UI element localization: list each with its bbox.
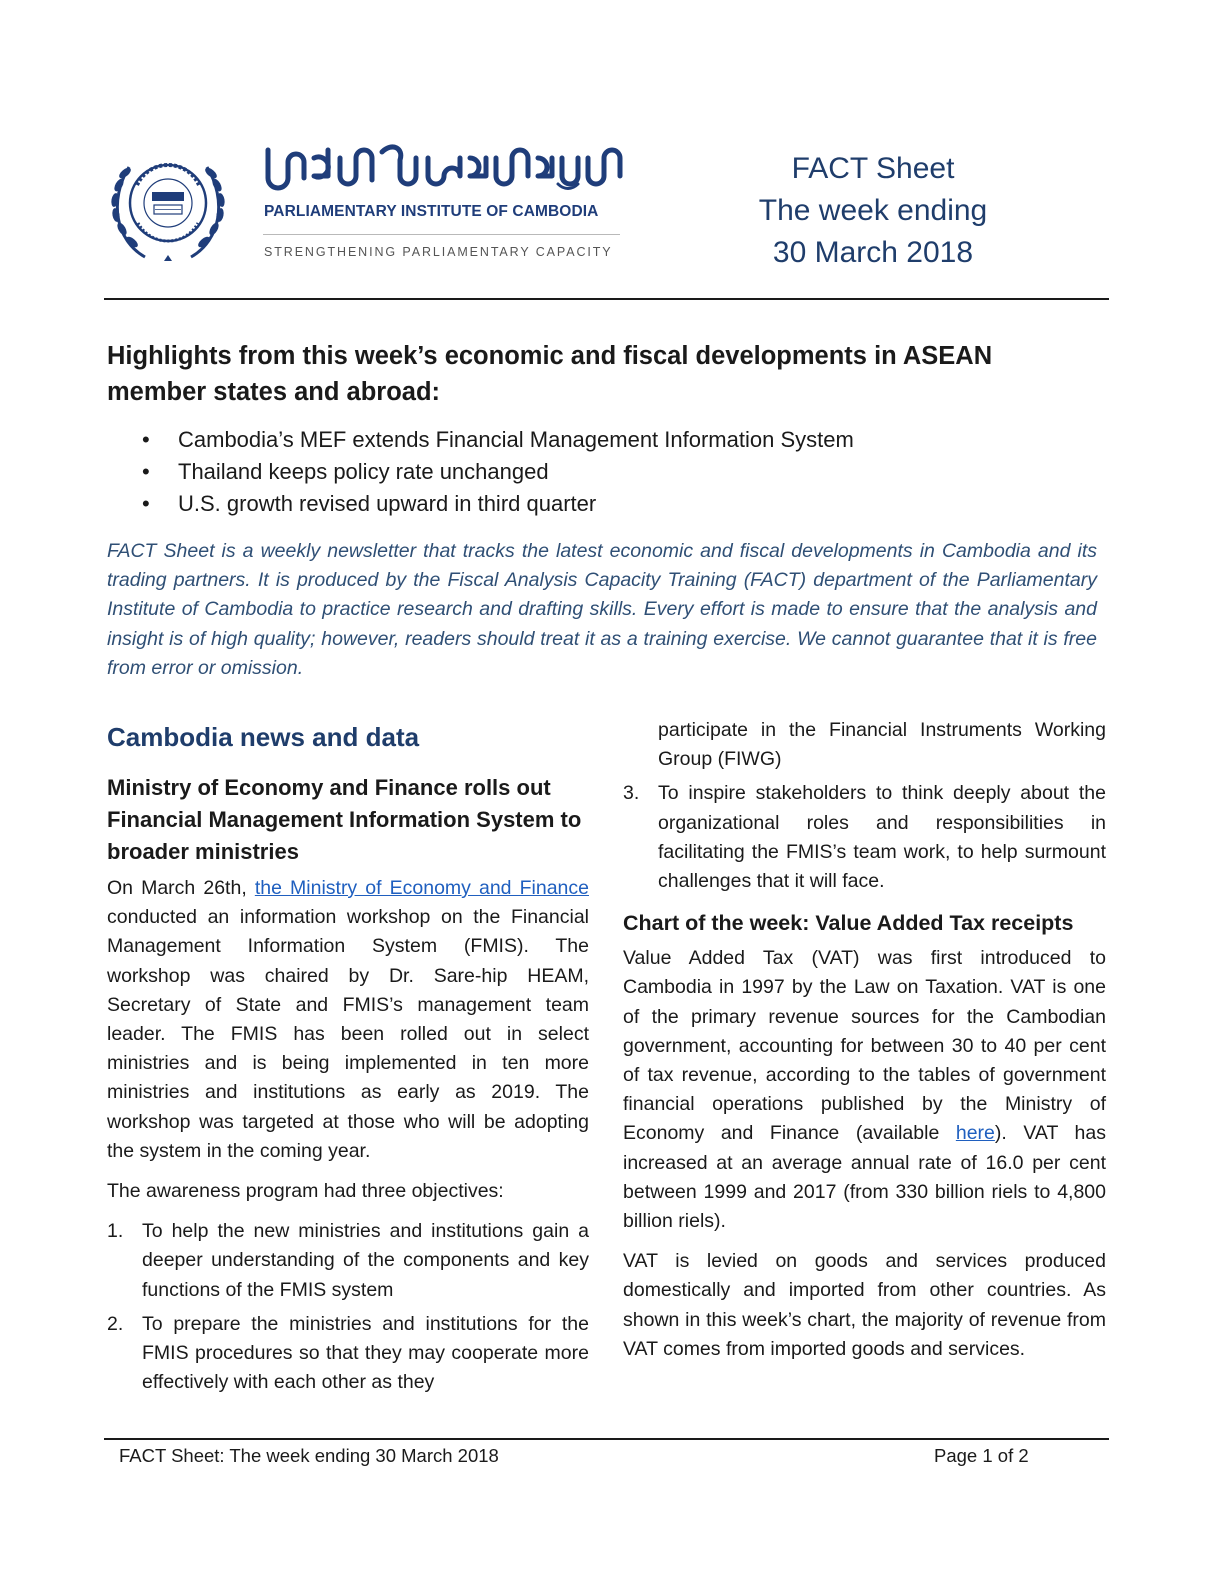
highlights-list (140, 424, 854, 520)
title-line-2: The week ending (758, 194, 988, 227)
institute-divider (263, 234, 620, 235)
objective-item: 2. To prepare the ministries and institutions for the FMIS procedures so that they may cooperate more effectively with each other as they (107, 1312, 589, 1394)
footer-title: FACT Sheet: The week ending 30 March 2018 (119, 1445, 499, 1466)
mef-tables-link[interactable]: here (955, 1122, 995, 1145)
title-line-1: FACT Sheet (791, 152, 955, 185)
header-rule (104, 298, 1109, 300)
objective-item: 1. To help the new ministries and institutions gain a deeper understanding of the components and key functions of the FMIS system (107, 1220, 589, 1301)
chart-of-week-heading: Chart of the week: Value Added Tax receipts (623, 911, 1074, 936)
footer-rule (104, 1438, 1109, 1440)
newsletter-disclaimer: FACT Sheet is a weekly newsletter that tracks the latest economic and fiscal developments in Cambodia and its trading partners. It is produced by the Fiscal Analysis Capacity Training (FACT) department of the Parliamentary Institute of Cambodia to practice research and drafting skills. Every effort is made to ensure that the analysis and insight is of high quality; however, readers should treat it as a training exercise. We cannot guarantee that it is free from error or omission. (107, 540, 1097, 679)
section-heading: Cambodia news and data (107, 722, 420, 752)
institute-logo-seal (105, 145, 231, 267)
article-heading: Ministry of Economy and Finance rolls out Financial Management Information System to broader ministries (107, 775, 582, 864)
title-line-3: 30 March 2018 (772, 236, 974, 269)
objectives-list (107, 1217, 589, 1397)
highlight-item: • Thailand keeps policy rate unchanged (140, 456, 854, 488)
highlight-item: • U.S. growth revised upward in third quarter (140, 488, 854, 520)
left-column (107, 716, 589, 1402)
mef-link[interactable]: the Ministry of Economy and Finance (254, 877, 589, 899)
institute-name: PARLIAMENTARY INSTITUTE OF CAMBODIA (264, 203, 599, 220)
page-number: Page 1 of 2 (934, 1445, 1029, 1466)
highlights-heading: Highlights from this week’s economic and fiscal developments in ASEAN member states and abroad: (107, 342, 993, 406)
article-paragraph: On March 26th, the Ministry of Economy and Finance conducted an information workshop on the Financial Management Information System (FMIS). The workshop was chaired by Dr. Sare-hip HEAM, Secretary of State and FMIS’s management team leader. The FMIS has been rolled out in select ministries and is being implemented in ten more ministries and institutions as early as 2019. The workshop was targeted at those who will be adopting the system in the coming year. (107, 877, 589, 1162)
objectives-list-continued (623, 779, 1106, 896)
highlight-item: • Cambodia’s MEF extends Financial Management Information System (140, 424, 854, 456)
objective-continued: participate in the Financial Instruments Working Group (FIWG) (658, 719, 1106, 771)
vat-paragraph: Value Added Tax (VAT) was first introduced to Cambodia in 1997 by the Law on Taxation. VAT is one of the primary revenue sources for the Cambodian government, accounting for between 30 to 40 per cent of tax revenue, according to the tables of government financial operations published by the Ministry of Economy and Finance (available here). VAT has increased at an average annual rate of 16.0 per cent between 1999 and 2017 (from 330 billion riels to 4,800 billion riels). (623, 947, 1106, 1233)
institute-tagline: STRENGTHENING PARLIAMENTARY CAPACITY (264, 245, 613, 259)
vat-paragraph-2: VAT is levied on goods and services produced domestically and imported from other countries. As shown in this week’s chart, the majority of revenue from VAT comes from imported goods and services. (623, 1250, 1106, 1360)
right-column (623, 716, 1106, 1375)
factsheet-title (728, 148, 1018, 274)
objective-item: 3. To inspire stakeholders to think deeply about the organizational roles and responsibilities in facilitating the FMIS’s team work, to help surmount challenges that it will face. (623, 782, 1106, 893)
institute-khmer-wordmark (262, 138, 627, 194)
objectives-intro: The awareness program had three objectives: (107, 1180, 504, 1203)
